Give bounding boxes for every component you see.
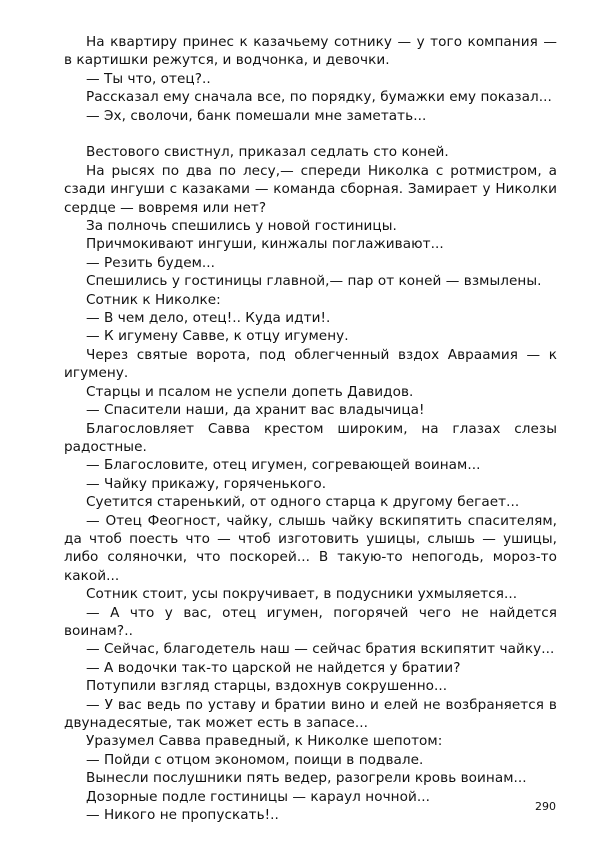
paragraph: Причмокивают ингуши, кинжалы поглаживают...	[86, 236, 444, 253]
paragraph: Через святые ворота, под облегченный вздох Авраамия — к игумену.	[64, 346, 557, 382]
paragraph: — Благословите, отец игумен, согревающей воинам...	[86, 457, 481, 474]
paragraph: На квартиру принес к казачьему сотнику — у того компания — в картишки режутся, и водчонка, и девочки.	[64, 34, 557, 69]
paragraph: Сотник стоит, усы покручивает, в подусники ухмыляется...	[86, 586, 518, 603]
paragraph: Дозорные подле гостиницы — караул ночной...	[86, 788, 430, 805]
paragraph: Благословляет Савва крестом широким, на глазах слезы радостные.	[64, 420, 557, 455]
paragraph: — К игумену Савве, к отцу игумену.	[86, 328, 349, 345]
paragraph: Сотник к Николке:	[86, 291, 221, 308]
paragraph: Вестового свистнул, приказал седлать сто коней.	[86, 144, 449, 161]
paragraph: — А что у вас, отец игумен, погорячей чего не найдется воинам?..	[64, 604, 557, 639]
paragraph: — Чайку прикажу, горяченького.	[86, 475, 327, 492]
paragraph: — Спасители наши, да хранит вас владычица!	[86, 402, 425, 419]
paragraph: Потупили взгляд старцы, вздохнув сокрушенно...	[86, 678, 448, 695]
paragraph: — Никого не пропускать!..	[86, 807, 279, 824]
paragraph: — Сейчас, благодетель наш — сейчас братия вскипятит чайку...	[86, 641, 555, 658]
paragraph: — В чем дело, отец!.. Куда идти!.	[86, 310, 331, 327]
paragraph: Суетится старенький, от одного старца к другому бегает...	[86, 494, 520, 511]
paragraph: Вынесли послушники пять ведер, разогрели кровь воинам...	[86, 770, 527, 787]
paragraph: На рысях по два по лесу,— спереди Николка с ротмистром, а сзади ингуши с казаками — команда сборная. Замирает у Николки сердце — вовремя или нет?	[64, 162, 557, 216]
paragraph: Рассказал ему сначала все, по порядку, бумажки ему показал...	[86, 89, 552, 106]
paragraph: Старцы и псалом не успели допеть Давидов.	[86, 383, 414, 400]
paragraph: — Эх, сволочи, банк помешали мне заметать...	[86, 107, 427, 124]
paragraph: — А водочки так-то царской не найдется у братии?	[86, 659, 461, 676]
paragraph: — Пойди с отцом экономом, поищи в подвале.	[86, 751, 424, 768]
page-number: 290	[535, 800, 556, 813]
paragraph: За полночь спешились у новой гостиницы.	[86, 218, 397, 235]
paragraph: — Ты что, отец?..	[86, 70, 211, 87]
paragraph: — Отец Феогност, чайку, слышь чайку вскипятить спасителям, да чтоб поесть что — чтоб изготовить ушицы, слышь — ушицы, либо соляночки, что поскорей... В такую-то непогодь, мороз-то какой...	[64, 512, 557, 584]
paragraph: Уразумел Савва праведный, к Николке шепотом:	[86, 733, 443, 750]
paragraph: — Резить будем...	[86, 254, 216, 271]
page-text	[64, 33, 557, 824]
paragraph: — У вас ведь по уставу и братии вино и елей не возбраняется в двунадесятые, так может есть в запасе...	[64, 696, 557, 732]
paragraph: Спешились у гостиницы главной,— пар от коней — взмылены.	[86, 273, 542, 290]
